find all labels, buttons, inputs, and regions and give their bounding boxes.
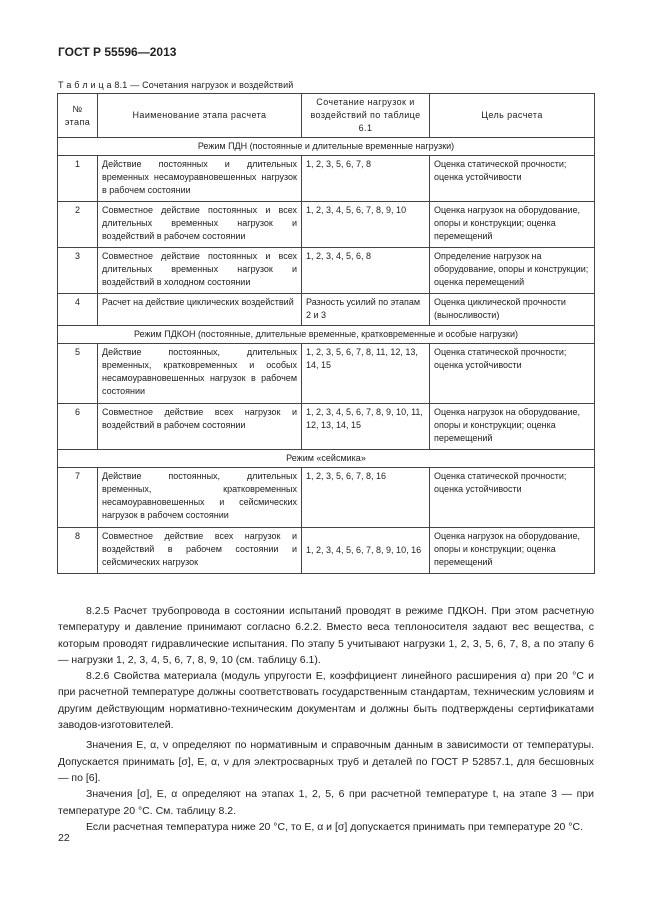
row-num: 1 <box>58 156 98 202</box>
table-row <box>58 248 595 294</box>
row-name: Расчет на действие циклических воздействий <box>98 294 302 326</box>
row-comb: 1, 2, 3, 4, 5, 6, 8 <box>302 248 430 294</box>
col-header-num: № этапа <box>58 94 98 138</box>
paragraph-low-temp: Если расчетная температура ниже 20 °С, то E, α и [σ] допускается принимать при температуре 20 °С. <box>86 820 583 833</box>
mode-row: Режим «сейсмика» <box>58 450 595 468</box>
row-name: Совместное действие постоянных и всех длительных временных нагрузок и воздействий в рабочем состоянии <box>98 202 302 248</box>
row-name: Действие постоянных, длительных временных, кратковременных и особых несамоуравновешенных нагрузок в рабочем состоянии <box>98 344 302 404</box>
row-goal: Определение нагрузок на оборудование, опоры и конструкции; оценка перемещений <box>430 248 595 294</box>
page-number: 22 <box>58 832 70 844</box>
row-comb: Разность усилий по этапам 2 и 3 <box>302 294 430 326</box>
paragraph-values: Значения E, α, ν определяют по нормативным и справочным данным в зависимости от температуры. Допускается принимать [σ], E, α, ν для электросварных труб и деталей по ГОСТ Р 52857.1, для бесшовных — по [6]. <box>58 739 594 784</box>
row-goal: Оценка статической прочности; оценка устойчивости <box>430 344 595 404</box>
row-num: 5 <box>58 344 98 404</box>
row-num: 3 <box>58 248 98 294</box>
document-header: ГОСТ Р 55596—2013 <box>58 45 177 59</box>
table-caption: Т а б л и ц а 8.1 — Сочетания нагрузок и воздействий <box>58 80 294 90</box>
body-text <box>58 603 594 835</box>
col-header-goal: Цель расчета <box>430 94 595 138</box>
mode-row: Режим ПДКОН (постоянные, длительные временные, кратковременные и особые нагрузки) <box>58 326 595 344</box>
row-num: 7 <box>58 468 98 528</box>
table-row <box>58 202 595 248</box>
row-comb: 1, 2, 3, 4, 5, 6, 7, 8, 9, 10, 11, 12, 13, 14, 15 <box>302 404 430 450</box>
row-comb: 1, 2, 3, 5, 6, 7, 8, 11, 12, 13, 14, 15 <box>302 344 430 404</box>
row-name: Действие постоянных и длительных временных несамоуравновешенных нагрузок в рабочем состоянии <box>98 156 302 202</box>
table-row <box>58 156 595 202</box>
row-num: 2 <box>58 202 98 248</box>
paragraph-8-2-5: 8.2.5 Расчет трубопровода в состоянии испытаний проводят в режиме ПДКОН. При этом расчетную температуру и давление принимают согласно 6.2.2. Вместо веса теплоносителя задают вес вещества, с которым проводят гидравлические испытания. По этапу 5 учитывают нагрузки 1, 2, 3, 5, 6, 7, 8, а по этапу 6 — нагрузки 1, 2, 3, 4, 5, 6, 7, 8, 9, 10 (см. таблицу 6.1). <box>58 605 594 666</box>
row-goal: Оценка статической прочности; оценка устойчивости <box>430 468 595 528</box>
row-name: Совместное действие всех нагрузок и воздействий в рабочем состоянии и сейсмических нагрузок <box>98 528 302 574</box>
row-goal: Оценка нагрузок на оборудование, опоры и конструкции; оценка перемещений <box>430 404 595 450</box>
loads-table <box>57 93 595 574</box>
row-goal: Оценка статической прочности; оценка устойчивости <box>430 156 595 202</box>
col-header-name: Наименование этапа расчета <box>98 94 302 138</box>
row-goal: Оценка циклической прочности (выносливости) <box>430 294 595 326</box>
row-num: 6 <box>58 404 98 450</box>
table-row <box>58 294 595 326</box>
row-name: Совместное действие всех нагрузок и воздействий в рабочем состоянии <box>98 404 302 450</box>
row-goal: Оценка нагрузок на оборудование, опоры и конструкции; оценка перемещений <box>430 202 595 248</box>
paragraph-8-2-6: 8.2.6 Свойства материала (модуль упругости E, коэффициент линейного расширения α) при 20 °С и при расчетной температуре должны соответствовать государственным стандартам, техническим условиям и другим действующим нормативно-техническим документам и должны быть подтверждены сертификатами заводов-изготовителей. <box>58 670 594 732</box>
row-comb: 1, 2, 3, 5, 6, 7, 8, 16 <box>302 468 430 528</box>
row-name: Совместное действие постоянных и всех длительных временных нагрузок и воздействий в холодном состоянии <box>98 248 302 294</box>
mode-row: Режим ПДН (постоянные и длительные временные нагрузки) <box>58 138 595 156</box>
row-num: 8 <box>58 528 98 574</box>
row-comb: 1, 2, 3, 5, 6, 7, 8 <box>302 156 430 202</box>
row-num: 4 <box>58 294 98 326</box>
table-row <box>58 528 595 574</box>
paragraph-values-stages: Значения [σ], E, α определяют на этапах 1, 2, 5, 6 при расчетной температуре t, на этапе 3 — при температуре 20 °С. См. таблицу 8.2. <box>58 788 594 817</box>
table-header-row <box>58 94 595 138</box>
row-comb: 1, 2, 3, 4, 5, 6, 7, 8, 9, 10, 16 <box>302 528 430 574</box>
row-comb: 1, 2, 3, 4, 5, 6, 7, 8, 9, 10 <box>302 202 430 248</box>
table-row <box>58 344 595 404</box>
table-row <box>58 404 595 450</box>
table-row <box>58 468 595 528</box>
row-name: Действие постоянных, длительных временных, кратковременных несамоуравновешенных и сейсмических нагрузок в рабочем состоянии <box>98 468 302 528</box>
row-goal: Оценка нагрузок на оборудование, опоры и конструкции; оценка перемещений <box>430 528 595 574</box>
col-header-comb: Сочетание нагрузок и воздействий по таблице 6.1 <box>302 94 430 138</box>
